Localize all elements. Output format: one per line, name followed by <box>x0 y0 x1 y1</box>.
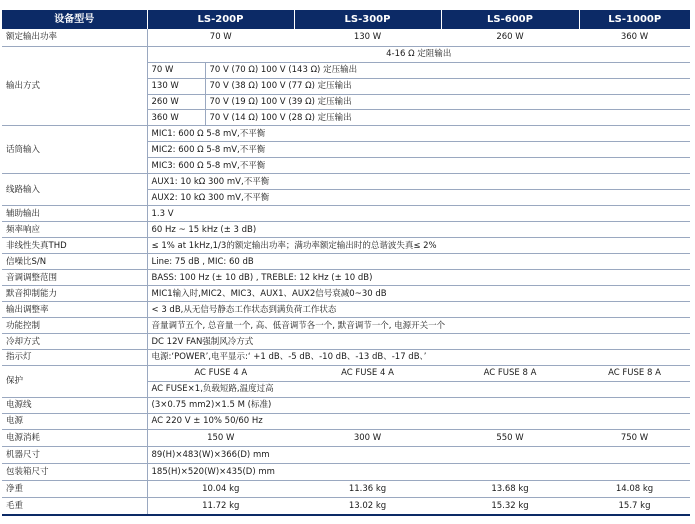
cell-value: 15.7 kg <box>579 498 690 515</box>
row-size <box>2 447 690 464</box>
cell-value: 550 W <box>441 430 579 447</box>
mic-line: MIC3: 600 Ω 5-8 mV,不平衡 <box>147 158 690 174</box>
label-mic-input: 话筒输入 <box>2 126 147 174</box>
row-power-supply <box>2 414 690 430</box>
tone-value: BASS: 100 Hz (± 10 dB) , TREBLE: 12 kHz (± 10 dB) <box>147 270 690 286</box>
power-cord-value: (3×0.75 mm2)×1.5 M (标准) <box>147 398 690 414</box>
freq-response-value: 60 Hz ~ 15 kHz (± 3 dB) <box>147 222 690 238</box>
cell-value: AC FUSE 4 A <box>147 366 294 382</box>
size-value: 89(H)×483(W)×366(D) mm <box>147 447 690 464</box>
header-model-label: 设备型号 <box>2 10 147 29</box>
cell-value: 300 W <box>294 430 441 447</box>
power-supply-value: AC 220 V ± 10% 50/60 Hz <box>147 414 690 430</box>
protection-note: AC FUSE×1,负载短路,温度过高 <box>147 382 690 398</box>
row-controls <box>2 318 690 334</box>
cell-value: 10.04 kg <box>147 481 294 498</box>
label-controls: 功能控制 <box>2 318 147 334</box>
output-desc: 70 V (14 Ω) 100 V (28 Ω) 定压输出 <box>205 110 690 126</box>
row-net-weight <box>2 481 690 498</box>
header-row <box>2 10 690 29</box>
label-power-supply: 电源 <box>2 414 147 430</box>
label-net-weight: 净重 <box>2 481 147 498</box>
label-tone: 音调调整范围 <box>2 270 147 286</box>
mic-line: MIC2: 600 Ω 5-8 mV,不平衡 <box>147 142 690 158</box>
aux-line: AUX1: 10 kΩ 300 mV,不平衡 <box>147 174 690 190</box>
output-watt: 130 W <box>147 78 205 94</box>
output-watt: 360 W <box>147 110 205 126</box>
output-desc: 70 V (70 Ω) 100 V (143 Ω) 定压输出 <box>205 62 690 78</box>
label-snr: 信噪比S/N <box>2 254 147 270</box>
row-output-adjust <box>2 302 690 318</box>
aux-line: AUX2: 10 kΩ 300 mV,不平衡 <box>147 190 690 206</box>
row-freq-response <box>2 222 690 238</box>
row-aux-output <box>2 206 690 222</box>
package-value: 185(H)×520(W)×435(D) mm <box>147 464 690 481</box>
row-power-cord <box>2 398 690 414</box>
row-package <box>2 464 690 481</box>
label-aux-output: 辅助输出 <box>2 206 147 222</box>
cell-value: 15.32 kg <box>441 498 579 515</box>
cell-value: 750 W <box>579 430 690 447</box>
cell-value: 260 W <box>441 29 579 46</box>
cell-value: 14.08 kg <box>579 481 690 498</box>
row-rated-power <box>2 29 690 46</box>
cell-value: 130 W <box>294 29 441 46</box>
row-cooling <box>2 334 690 350</box>
cell-value: AC FUSE 4 A <box>294 366 441 382</box>
thd-value: ≤ 1% at 1kHz,1/3的额定输出功率；满功率额定输出时的总谐波失真≤ 2% <box>147 238 690 254</box>
header-ls-200p: LS-200P <box>147 10 294 29</box>
cooling-value: DC 12V FAN强制风冷方式 <box>147 334 690 350</box>
output-watt: 70 W <box>147 62 205 78</box>
output-watt: 260 W <box>147 94 205 110</box>
label-gross-weight: 毛重 <box>2 498 147 515</box>
row-protection <box>2 366 690 382</box>
header-ls-600p: LS-600P <box>441 10 579 29</box>
row-line-input <box>2 174 690 190</box>
header-ls-300p: LS-300P <box>294 10 441 29</box>
cell-value: AC FUSE 8 A <box>441 366 579 382</box>
label-protection: 保护 <box>2 366 147 398</box>
label-cooling: 冷却方式 <box>2 334 147 350</box>
label-line-input: 线路输入 <box>2 174 147 206</box>
cell-value: 13.68 kg <box>441 481 579 498</box>
label-indicator: 指示灯 <box>2 350 147 366</box>
label-mute: 默音抑制能力 <box>2 286 147 302</box>
aux-output-value: 1.3 V <box>147 206 690 222</box>
cell-value: 70 W <box>147 29 294 46</box>
cell-value: 11.72 kg <box>147 498 294 515</box>
cell-value: 360 W <box>579 29 690 46</box>
label-freq-response: 频率响应 <box>2 222 147 238</box>
cell-value: 13.02 kg <box>294 498 441 515</box>
controls-value: 音量调节五个, 总音量一个, 高、低音调节各一个, 默音调节一个, 电源开关一个 <box>147 318 690 334</box>
row-gross-weight <box>2 498 690 515</box>
label-thd: 非线性失真THD <box>2 238 147 254</box>
row-snr <box>2 254 690 270</box>
row-indicator <box>2 350 690 366</box>
indicator-value: 电源:‘POWER’,电平显示:‘ +1 dB、-5 dB、-10 dB、-13 dB、-17 dB、’ <box>147 350 690 366</box>
cell-value: 150 W <box>147 430 294 447</box>
row-mute <box>2 286 690 302</box>
label-power-cord: 电源线 <box>2 398 147 414</box>
snr-value: Line: 75 dB , MIC: 60 dB <box>147 254 690 270</box>
row-tone <box>2 270 690 286</box>
spec-table <box>2 10 690 516</box>
label-package: 包装箱尺寸 <box>2 464 147 481</box>
label-consumption: 电源消耗 <box>2 430 147 447</box>
row-consumption <box>2 430 690 447</box>
label-output-adjust: 输出调整率 <box>2 302 147 318</box>
label-output-mode: 输出方式 <box>2 46 147 126</box>
mute-value: MIC1输入时,MIC2、MIC3、AUX1、AUX2信号衰减0~30 dB <box>147 286 690 302</box>
label-rated-power: 额定输出功率 <box>2 29 147 46</box>
output-adjust-value: < 3 dB,从无信号静态工作状态到满负荷工作状态 <box>147 302 690 318</box>
header-ls-1000p: LS-1000P <box>579 10 690 29</box>
row-thd <box>2 238 690 254</box>
output-desc: 70 V (38 Ω) 100 V (77 Ω) 定压输出 <box>205 78 690 94</box>
mic-line: MIC1: 600 Ω 5-8 mV,不平衡 <box>147 126 690 142</box>
output-desc: 70 V (19 Ω) 100 V (39 Ω) 定压输出 <box>205 94 690 110</box>
label-size: 机器尺寸 <box>2 447 147 464</box>
row-mic-input <box>2 126 690 142</box>
cell-value: 11.36 kg <box>294 481 441 498</box>
cell-value: AC FUSE 8 A <box>579 366 690 382</box>
row-output-impedance <box>2 46 690 62</box>
output-impedance: 4-16 Ω 定阻输出 <box>147 46 690 62</box>
